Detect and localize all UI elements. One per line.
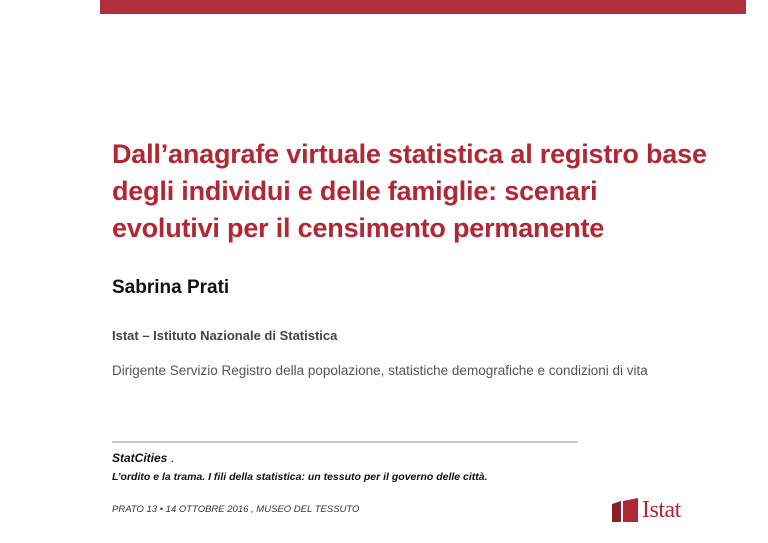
istat-logo-text: Istat [642, 497, 681, 523]
event-place-date: PRATO 13 • 14 OTTOBRE 2016 , MUSEO DEL TESSUTO [112, 504, 360, 515]
organization-name: Istat – Istituto Nazionale di Statistica [112, 328, 338, 343]
istat-logo-mark-icon [612, 498, 638, 522]
event-name-suffix: . [167, 451, 175, 465]
event-subtitle: L’ordito e la trama. I fili della statistica: un tessuto per il governo delle città. [112, 471, 488, 483]
presentation-title: Dall’anagrafe virtuale statistica al registro base degli individui e delle famiglie: scenari evolutivi per il censimento permanente [112, 139, 707, 243]
istat-logo [612, 496, 702, 524]
event-heading [112, 451, 174, 466]
divider-line [112, 441, 578, 443]
author-role: Dirigente Servizio Registro della popolazione, statistiche demografiche e condizioni di vita [112, 363, 648, 378]
top-accent-bar [100, 0, 746, 14]
event-name: StatCities [112, 451, 168, 465]
author-name: Sabrina Prati [112, 277, 230, 298]
